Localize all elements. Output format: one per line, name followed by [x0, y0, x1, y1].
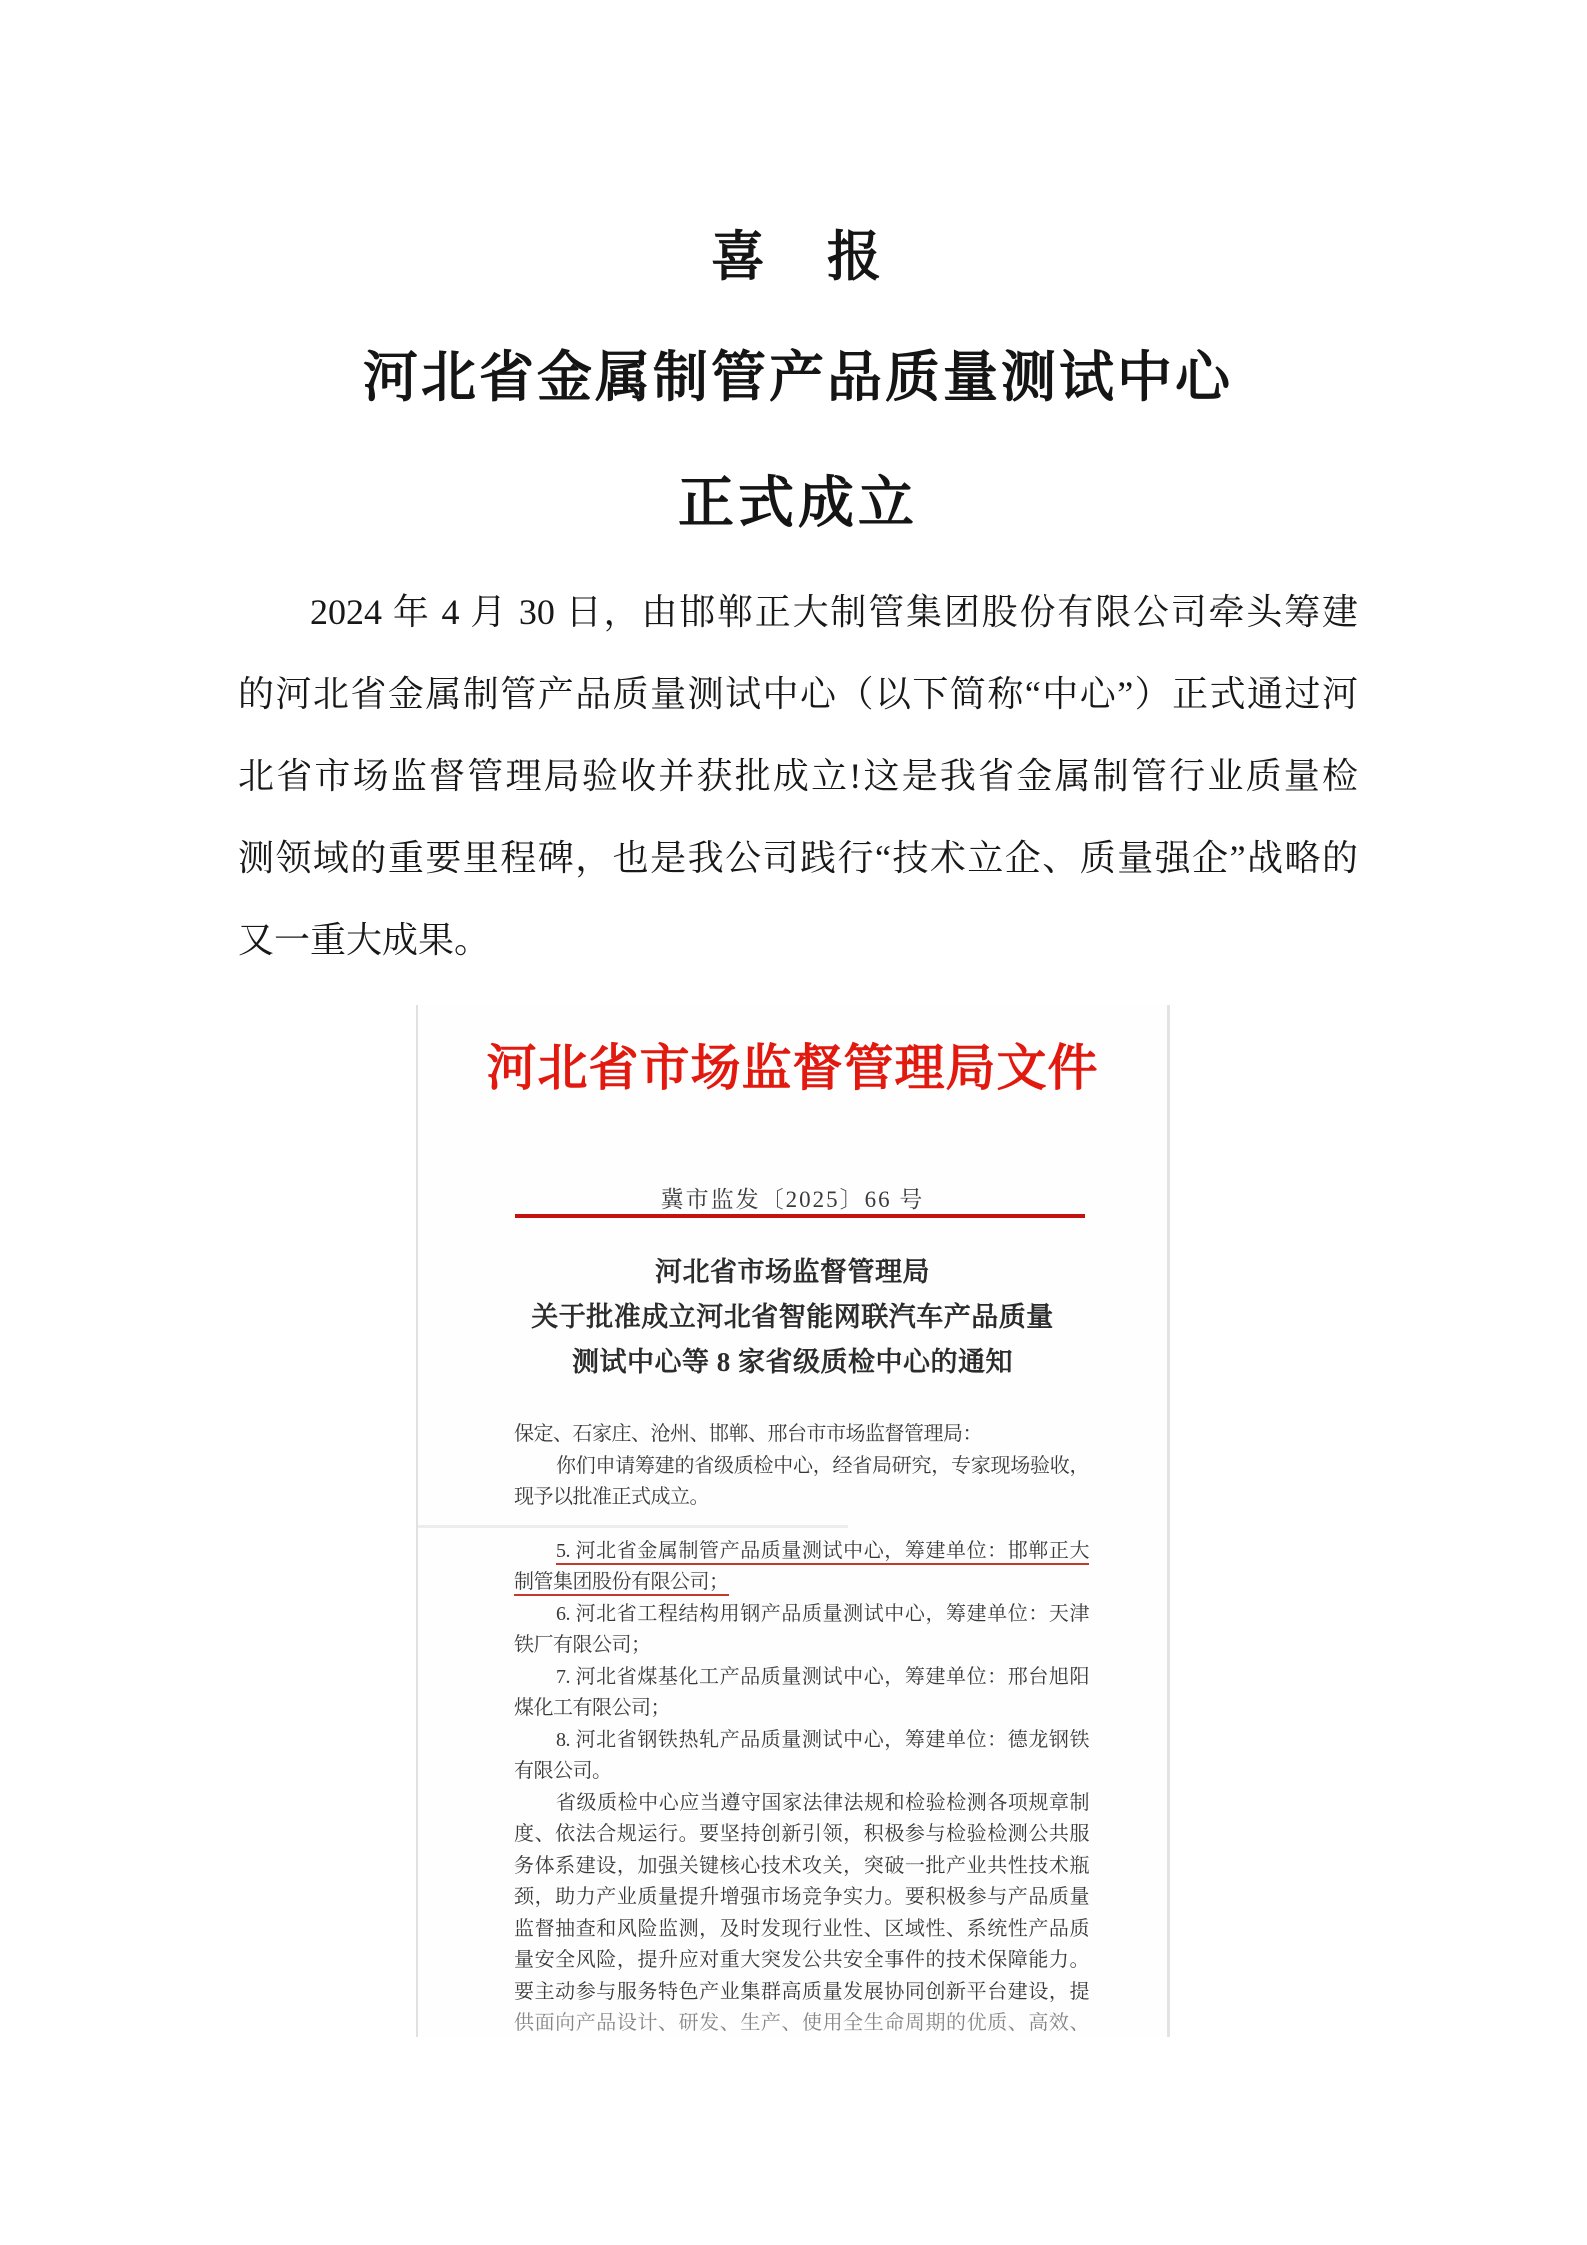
red-underlined-text: 5. 河北省金属制管产品质量测试中心，筹建单位：邯郸正大: [556, 1540, 1089, 1565]
addressee-line: 保定、石家庄、沧州、邯郸、邢台市市场监督管理局：: [514, 1423, 982, 1445]
scan-seam-artifact: [418, 1525, 848, 1528]
item-8-line: 有限公司。: [514, 1760, 612, 1782]
red-separator-rule: [515, 1214, 1085, 1218]
closing-line: 务体系建设，加强关键核心技术攻关，突破一批产业共性技术瓶: [514, 1854, 1089, 1877]
item-6-line: 铁厂有限公司；: [514, 1634, 651, 1656]
paragraph-line: 测领域的重要里程碑，也是我公司践行“技术立企、质量强企”战略的: [238, 838, 1358, 878]
closing-line: 监督抽查和风险监测，及时发现行业性、区域性、系统性产品质: [514, 1917, 1089, 1940]
document-title-line: 关于批准成立河北省智能网联汽车产品质量: [531, 1302, 1054, 1332]
paragraph-line: 的河北省金属制管产品质量测试中心（以下简称“中心”）正式通过河: [238, 674, 1358, 714]
document-title-line: 测试中心等 8 家省级质检中心的通知: [572, 1347, 1013, 1377]
scanned-document-image[interactable]: [416, 1005, 1170, 2037]
letterhead-title: 河北省市场监督管理局文件: [486, 1040, 1099, 1096]
closing-line: 颈，助力产业质量提升增强市场竞争实力。要积极参与产品质量: [514, 1886, 1089, 1908]
closing-line: 度、依法合规运行。要坚持创新引领，积极参与检验检测公共服: [514, 1823, 1089, 1845]
item-5-line: [514, 1567, 1089, 1599]
paragraph-line: 又一重大成果。: [238, 920, 491, 960]
intro-line: 你们申请筹建的省级质检中心，经省局研究，专家现场验收，: [556, 1454, 1089, 1477]
paragraph-line: 2024 年 4 月 30 日，由邯郸正大制管集团股份有限公司牵头筹建: [310, 592, 1358, 632]
closing-line-cut: 供面向产品设计、研发、生产、使用全生命周期的优质、高效、: [514, 2012, 1089, 2034]
announcement-subtitle: 河北省金属制管产品质量测试中心: [362, 347, 1233, 408]
item-5-line: [514, 1536, 1089, 1568]
closing-line: 省级质检中心应当遵守国家法律法规和检验检测各项规章制: [556, 1791, 1089, 1814]
announcement-paragraph: [238, 571, 1358, 981]
item-7-line: 7. 河北省煤基化工产品质量测试中心，筹建单位：邢台旭阳: [556, 1665, 1089, 1688]
red-underlined-text: 制管集团股份有限公司；: [514, 1571, 729, 1596]
announcement-subtitle-status: 正式成立: [678, 473, 918, 535]
item-8-line: 8. 河北省钢铁热轧产品质量测试中心，筹建单位：德龙钢铁: [556, 1728, 1089, 1751]
intro-line: 现予以批准正式成立。: [514, 1486, 709, 1508]
closing-line: 要主动参与服务特色产业集群高质量发展协同创新平台建设，提: [514, 1980, 1089, 2003]
announcement-title: 喜 报: [711, 227, 885, 287]
document-number: 冀市监发〔2025〕66 号: [660, 1187, 925, 1212]
closing-line: 量安全风险，提升应对重大突发公共安全事件的技术保障能力。: [514, 1949, 1089, 1971]
document-title: [418, 1250, 1167, 1385]
document-title-line: 河北省市场监督管理局: [655, 1257, 930, 1287]
document-body: [514, 1419, 1089, 2037]
item-7-line: 煤化工有限公司；: [514, 1697, 670, 1719]
paragraph-line: 北省市场监督管理局验收并获批成立!这是我省金属制管行业质量检: [238, 756, 1358, 796]
item-6-line: 6. 河北省工程结构用钢产品质量测试中心，筹建单位：天津: [556, 1602, 1089, 1625]
